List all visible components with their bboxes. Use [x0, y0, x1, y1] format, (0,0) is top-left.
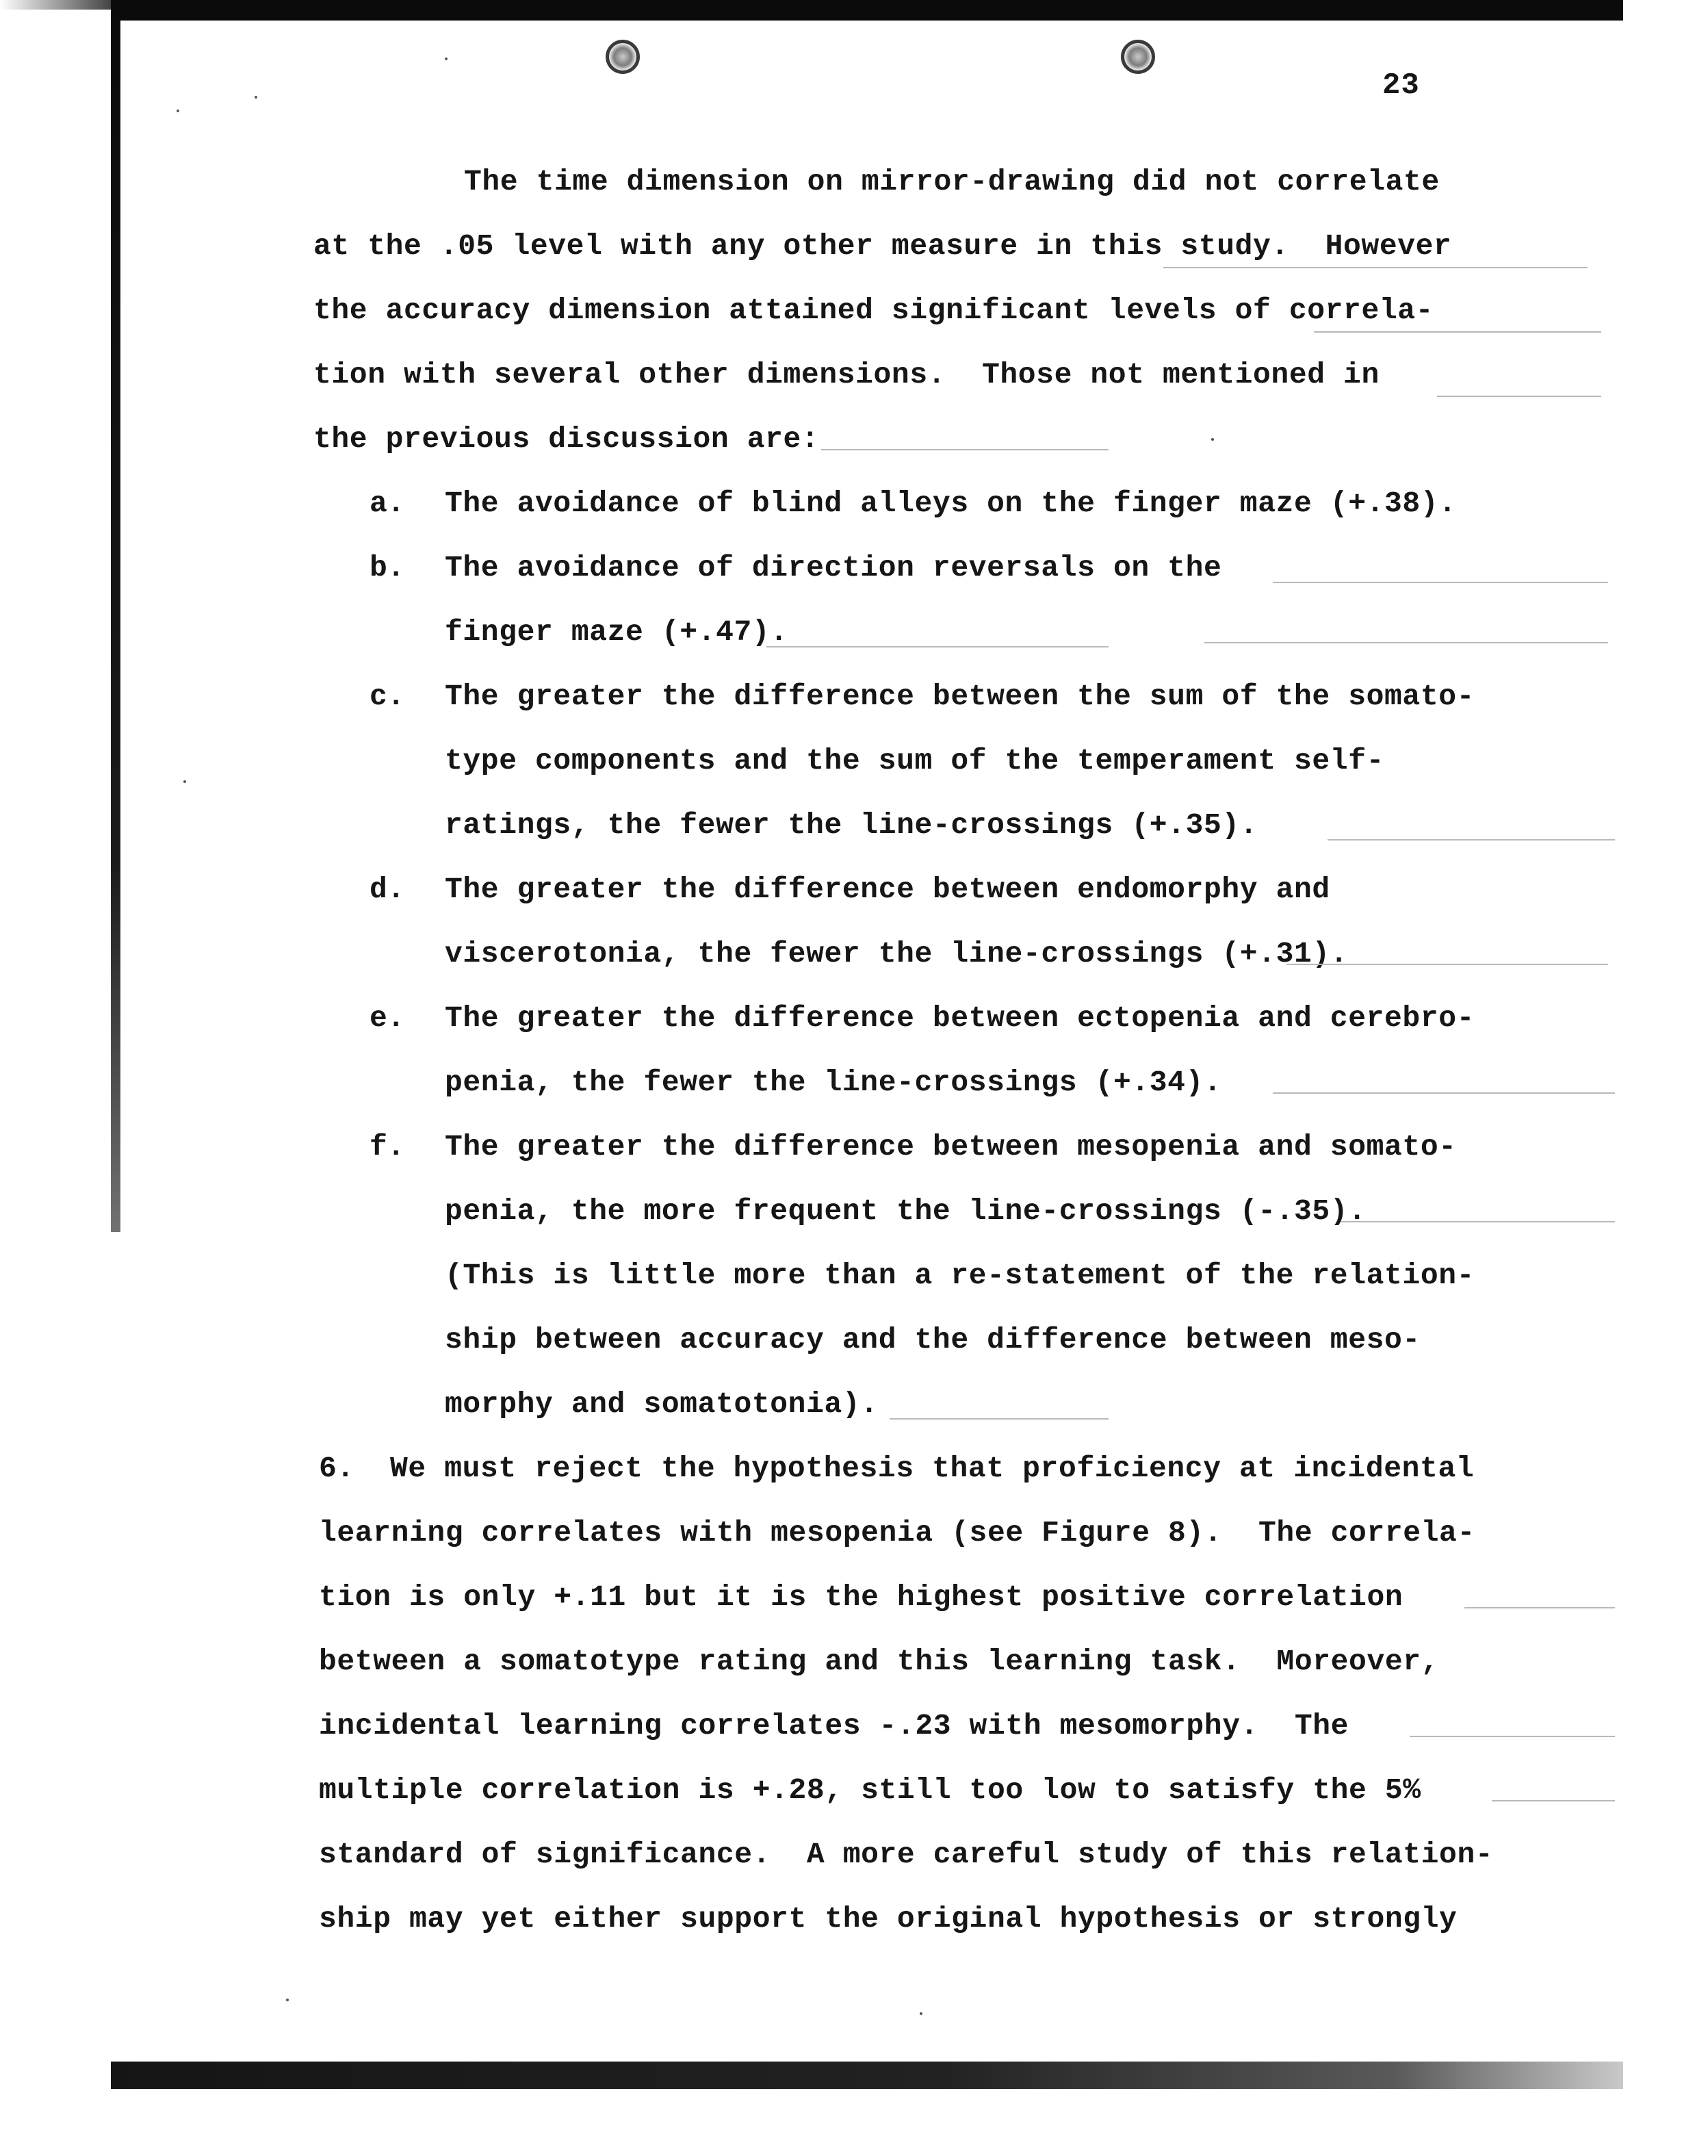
list-marker: b.	[370, 551, 405, 585]
list-marker: c.	[370, 680, 405, 713]
section-line: ship may yet either support the original hypothesis or strongly	[319, 1902, 1458, 1936]
list-item-line: penia, the fewer the line-crossings (+.34).	[445, 1066, 1222, 1099]
paper-rule	[821, 449, 1109, 450]
scan-edge-bottom	[111, 2062, 1623, 2089]
paper-rule	[1314, 331, 1601, 333]
scan-speck	[1211, 438, 1214, 441]
section-marker: 6.	[319, 1452, 354, 1485]
paper-rule	[1492, 1800, 1615, 1801]
section-line: incidental learning correlates -.23 with mesomorphy. The	[319, 1709, 1349, 1743]
scan-speck	[286, 1999, 289, 2001]
punch-hole-left	[606, 40, 640, 74]
paper-rule	[1273, 1092, 1615, 1094]
section-line: multiple correlation is +.28, still too low to satisfy the 5%	[319, 1773, 1421, 1807]
list-marker: d.	[370, 873, 405, 906]
list-item-line: The avoidance of blind alleys on the finger maze (+.38).	[445, 487, 1457, 520]
paper-rule	[1163, 267, 1588, 268]
list-marker: a.	[370, 487, 405, 520]
paper-rule	[766, 646, 1109, 647]
scan-speck	[920, 2012, 922, 2015]
list-item-line: viscerotonia, the fewer the line-crossings (+.31).	[445, 937, 1349, 971]
list-item-line: The greater the difference between ectopenia and cerebro-	[445, 1001, 1475, 1035]
punch-hole-right	[1121, 40, 1155, 74]
list-item-line: The greater the difference between the sum of the somato-	[445, 680, 1475, 713]
section-line: We must reject the hypothesis that proficiency at incidental	[390, 1452, 1475, 1485]
intro-line: the previous discussion are:	[313, 422, 820, 456]
list-item-line: ship between accuracy and the difference between meso-	[445, 1323, 1421, 1357]
intro-line: tion with several other dimensions. Those not mentioned in	[313, 358, 1380, 392]
paper-rule	[1204, 642, 1608, 643]
list-item-line: (This is little more than a re-statement of the relation-	[445, 1259, 1475, 1292]
list-item-line: finger maze (+.47).	[445, 615, 788, 649]
section-line: tion is only +.11 but it is the highest positive correlation	[319, 1580, 1403, 1614]
paper-rule	[1286, 964, 1608, 965]
scan-speck	[177, 110, 179, 112]
scan-speck	[445, 57, 448, 60]
list-item-line: penia, the more frequent the line-crossings (-.35).	[445, 1194, 1367, 1228]
section-line: between a somatotype rating and this learning task. Moreover,	[319, 1645, 1440, 1678]
paper-rule	[1341, 1221, 1615, 1222]
intro-line: The time dimension on mirror-drawing did not correlate	[464, 165, 1440, 198]
scan-edge-top-fade	[0, 0, 111, 10]
list-item-line: The greater the difference between mesopenia and somato-	[445, 1130, 1457, 1164]
scan-speck	[183, 780, 186, 783]
list-item-line: morphy and somatotonia).	[445, 1387, 879, 1421]
list-item-line: ratings, the fewer the line-crossings (+.35).	[445, 808, 1258, 842]
paper-rule	[1328, 839, 1615, 840]
page-margin-right	[1623, 0, 1708, 2156]
section-line: standard of significance. A more careful study of this relation-	[319, 1838, 1494, 1871]
paper-rule	[1437, 396, 1601, 397]
page-number: 23	[1382, 68, 1420, 103]
list-marker: f.	[370, 1130, 405, 1164]
intro-line: at the .05 level with any other measure in this study. However	[313, 229, 1452, 263]
paper-rule	[1464, 1607, 1615, 1608]
list-item-line: type components and the sum of the temperament self-	[445, 744, 1385, 778]
list-item-line: The avoidance of direction reversals on the	[445, 551, 1222, 585]
intro-line: the accuracy dimension attained significant levels of correla-	[313, 294, 1434, 327]
paper-rule	[1410, 1736, 1615, 1737]
paper-rule	[890, 1418, 1109, 1420]
scan-speck	[255, 96, 257, 99]
section-line: learning correlates with mesopenia (see Figure 8). The correla-	[319, 1516, 1475, 1550]
list-item-line: The greater the difference between endomorphy and	[445, 873, 1330, 906]
scan-edge-top	[111, 0, 1623, 21]
scan-edge-left	[111, 0, 120, 1232]
paper-rule	[1273, 582, 1608, 583]
list-marker: e.	[370, 1001, 405, 1035]
